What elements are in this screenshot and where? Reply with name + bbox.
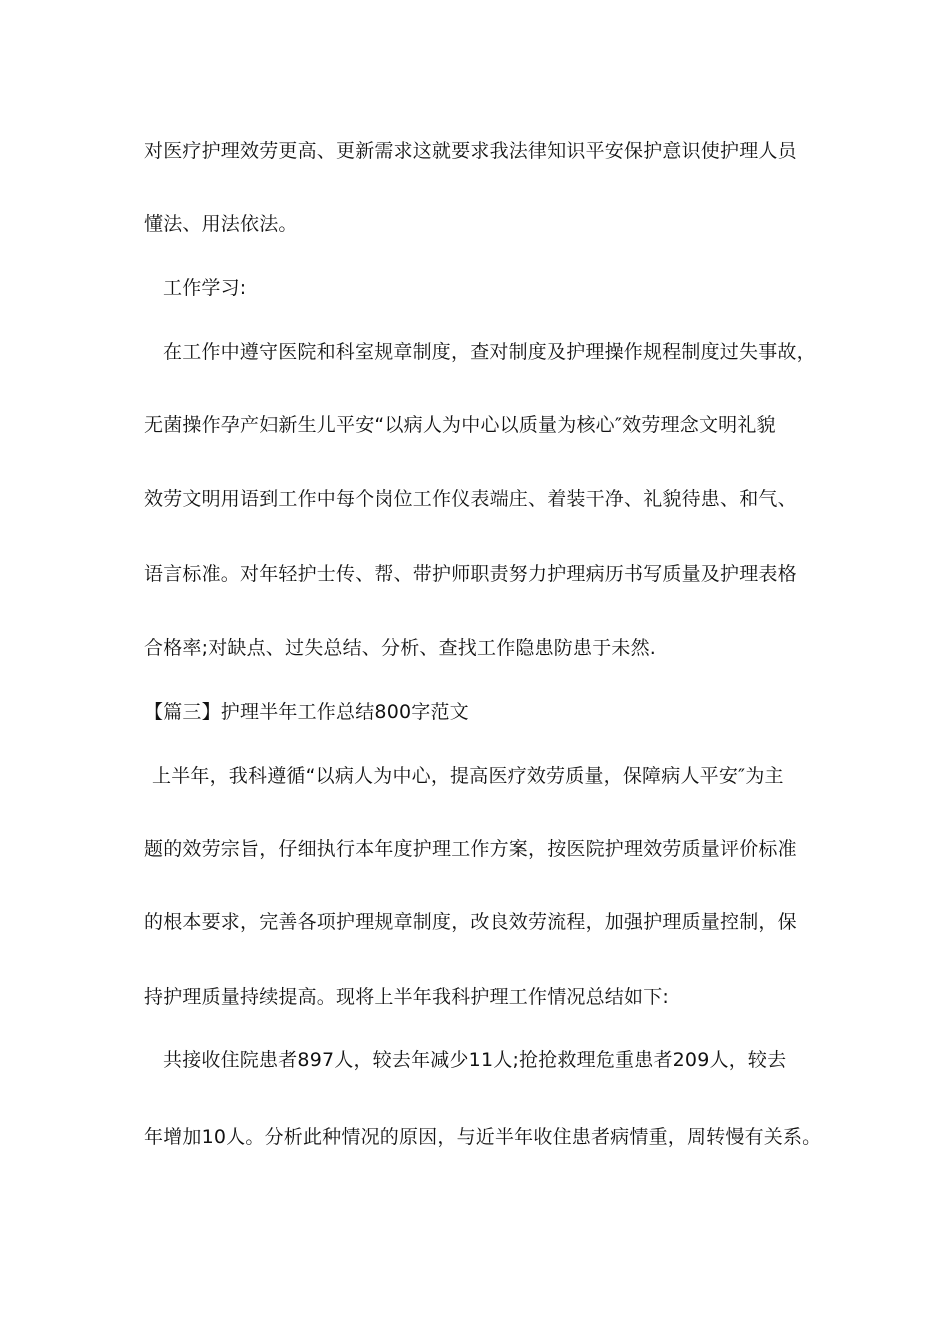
paragraph-line: 对医疗护理效劳更高、更新需求这就要求我法律知识平安保护意识使护理人员 xyxy=(144,140,797,162)
paragraph-line: 效劳文明用语到工作中每个岗位工作仪表端庄、着装干净、礼貌待患、和气、 xyxy=(144,488,797,510)
paragraph-line: 的根本要求，完善各项护理规章制度，改良效劳流程，加强护理质量控制，保 xyxy=(144,911,797,933)
paragraph-line: 在工作中遵守医院和科室规章制度，查对制度及护理操作规程制度过失事故， xyxy=(163,341,816,363)
paragraph-line: 上半年，我科遵循“以病人为中心，提高医疗效劳质量，保障病人平安″为主 xyxy=(152,765,784,787)
paragraph-line: 年增加10人。分析此种情况的原因，与近半年收住患者病情重，周转慢有关系。 xyxy=(144,1126,822,1148)
section-heading: 【篇三】护理半年工作总结800字范文 xyxy=(144,701,469,723)
paragraph-line: 懂法、用法依法。 xyxy=(144,213,298,235)
paragraph-line: 题的效劳宗旨，仔细执行本年度护理工作方案，按医院护理效劳质量评价标准 xyxy=(144,838,797,860)
paragraph-line: 共接收住院患者897人，较去年减少11人;抢抢救理危重患者209人，较去 xyxy=(163,1049,787,1071)
paragraph-line: 合格率;对缺点、过失总结、分析、查找工作隐患防患于未然. xyxy=(144,637,657,659)
paragraph-line: 无菌操作孕产妇新生儿平安“以病人为中心以质量为核心″效劳理念文明礼貌 xyxy=(144,414,776,436)
section-label: 工作学习: xyxy=(163,277,247,299)
paragraph-line: 语言标准。对年轻护士传、帮、带护师职责努力护理病历书写质量及护理表格 xyxy=(144,563,797,585)
paragraph-line: 持护理质量持续提高。现将上半年我科护理工作情况总结如下: xyxy=(144,986,670,1008)
